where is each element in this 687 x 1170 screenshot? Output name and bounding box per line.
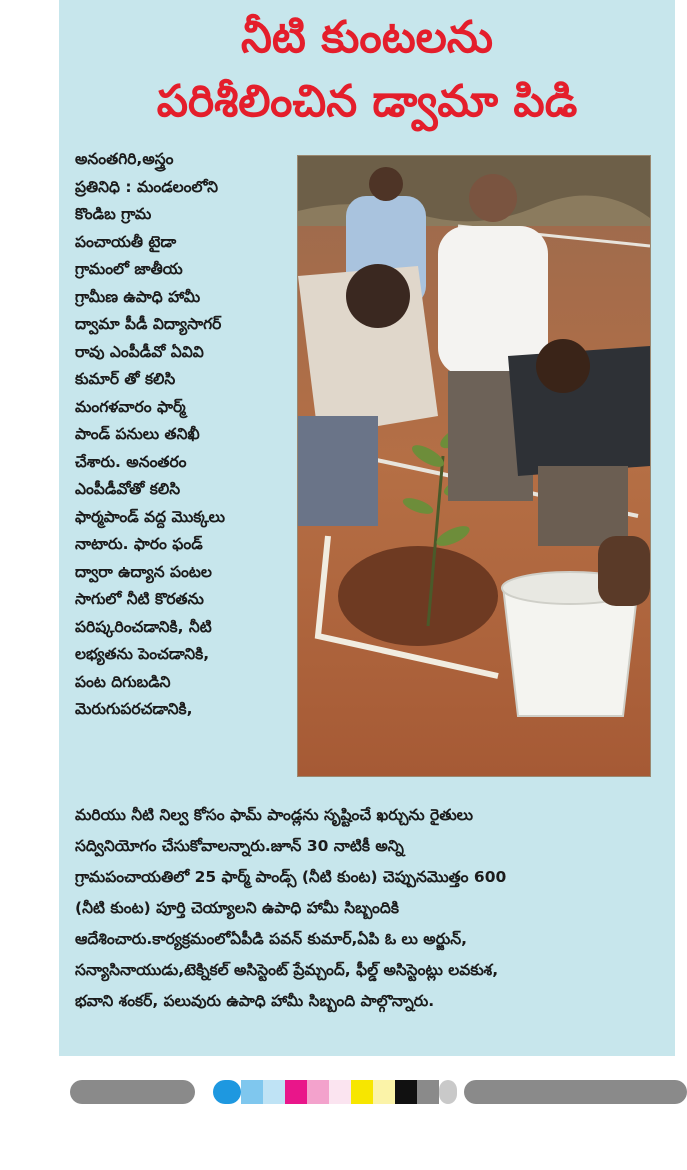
- text-line: మెరుగుపరచడానికి,: [75, 700, 193, 718]
- text-line: ద్వామా పీడీ విద్యాసాగర్: [75, 315, 222, 333]
- text-line: చేశారు. అనంతరం: [75, 452, 187, 471]
- text-line: ఎంపీడీవోతో కలిసి: [75, 480, 181, 498]
- text-line: పరిష్కరించడానికి, నీటి: [75, 617, 212, 636]
- text-line: రావు ఎంపీడీవో ఏవివి: [75, 342, 204, 361]
- article-column-text: [75, 146, 297, 724]
- text-line: భవాని శంకర్, పలువురు ఉపాధి హామీ సిబ్బంది పాల్గొన్నారు.: [75, 992, 435, 1010]
- text-line: కుమార్ తో కలిసి: [75, 370, 176, 388]
- text-line: సద్వినియోగం చేసుకోవాలన్నారు.జూన్ 30 నాటికీ అన్ని: [75, 837, 404, 855]
- text-line: పాండ్ పనులు తనిఖీ: [75, 425, 200, 443]
- text-line: పంచాయతీ టైడా: [75, 232, 177, 251]
- news-photo: [297, 155, 651, 777]
- text-line: ఫార్మపాండ్ వద్ద మొక్కలు: [75, 507, 225, 526]
- text-line: మంగళవారం ఫార్మ్: [75, 397, 186, 416]
- text-line: నాటారు. ఫారం ఫండ్: [75, 535, 203, 553]
- text-line: ఆదేశించారు.కార్యక్రమంలోఏపీడి పవన్ కుమార్,ఏపి ఓ లు అర్జున్,: [75, 930, 468, 948]
- photo-illustration: [298, 156, 650, 776]
- print-color-bar: [70, 1078, 687, 1106]
- text-line: పంట దిగుబడిని: [75, 672, 171, 691]
- text-line: మరియు నీటి నిల్వ కోసం ఫామ్ పాండ్లను సృష్టించే ఖర్చును రైతులు: [75, 806, 474, 824]
- text-line: కొండిబ గ్రామ: [75, 205, 152, 223]
- text-line: అనంతగిరి,అస్త్రం: [75, 150, 174, 168]
- text-line: లభ్యతను పెంచడానికి,: [75, 645, 210, 663]
- text-line: ద్వారా ఉద్యాన పంటల: [75, 562, 212, 581]
- headline-line-1: నీటి కుంటలను: [241, 12, 493, 63]
- article-full-width-text: [75, 800, 671, 1017]
- headline-line-2: పరిశీలించిన డ్వామా పిడి: [156, 76, 578, 127]
- text-line: గ్రామపంచాయతిలో 25 ఫార్మ్ పాండ్స్ (నీటి కుంట) చెప్పునమొత్తం 600: [75, 868, 507, 886]
- text-line: గ్రామంలో జాతీయ: [75, 260, 183, 278]
- text-line: సాగులో నీటి కొరతను: [75, 590, 204, 608]
- text-line: గ్రామీణ ఉపాధి హామీ: [75, 287, 201, 306]
- text-line: (నీటి కుంట) పూర్తి చెయ్యాలని ఉపాధి హామీ సిబ్బందికి: [75, 899, 399, 917]
- text-line: ప్రతినిధి : మండలంలోని: [75, 177, 218, 196]
- text-line: సన్యాసినాయుడు,టెక్నికల్ అసిస్టెంట్ ప్రేమ్చంద్, ఫీల్డ్ అసిస్టెంట్లు లవకుశ,: [75, 961, 499, 979]
- newspaper-clipping: [59, 0, 675, 1056]
